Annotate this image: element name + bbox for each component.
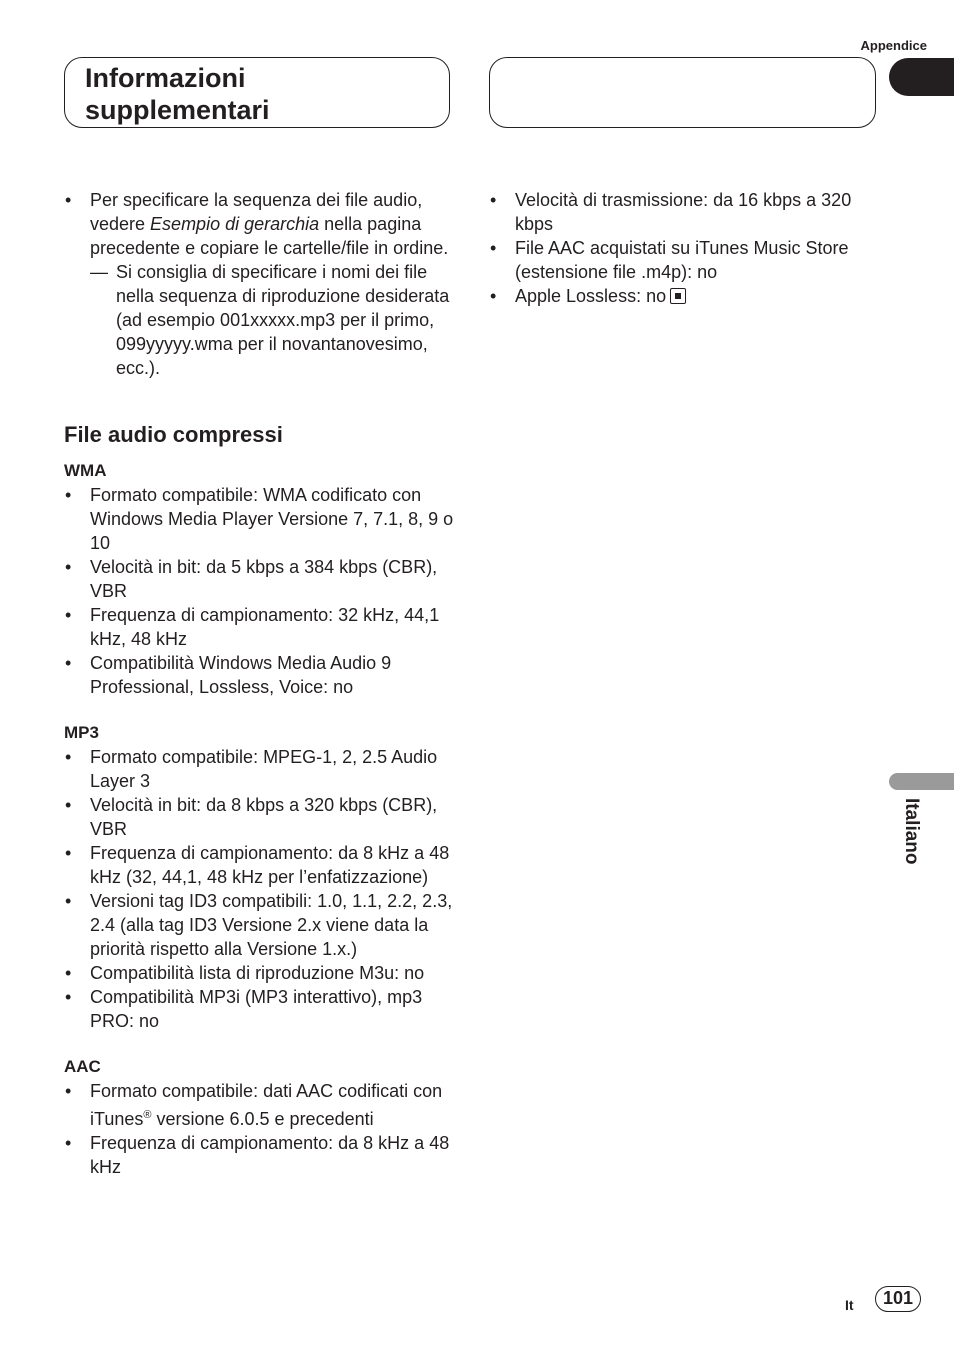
aac-continued-list	[489, 188, 879, 308]
page-title-line1: Informazioni	[85, 63, 246, 93]
wma-heading: WMA	[64, 461, 107, 480]
aac-item-suffix: versione 6.0.5 e precedenti	[151, 1109, 374, 1129]
intro-text-suffix: nella pagina precedente e copiare le cartelle/file in ordine.	[90, 214, 449, 258]
footer-language-code: It	[845, 1297, 854, 1313]
list-item: • File AAC acquistati su iTunes Music Store (estensione file .m4p): no	[489, 236, 879, 284]
intro-reference: Esempio di gerarchia	[150, 214, 320, 234]
list-item: • Frequenza di campionamento: 32 kHz, 44,1 kHz, 48 kHz	[64, 603, 456, 651]
list-item: • Velocità in bit: da 8 kbps a 320 kbps (CBR), VBR	[64, 793, 456, 841]
aac-heading: AAC	[64, 1057, 101, 1076]
left-column	[64, 188, 456, 1179]
apple-lossless-text: Apple Lossless: no	[515, 286, 667, 306]
language-label: Italiano	[901, 798, 922, 865]
list-item	[64, 188, 456, 260]
list-item: • Versioni tag ID3 compatibili: 1.0, 1.1, 2.2, 2.3, 2.4 (alla tag ID3 Versione 2.x viene data la priorità rispetto alla Versione 1.x.)	[64, 889, 456, 961]
list-item: • Compatibilità MP3i (MP3 interattivo), mp3 PRO: no	[64, 985, 456, 1033]
intro-text-prefix: Per specificare la sequenza dei file audio, vedere	[90, 190, 423, 234]
section-heading: File audio compressi	[64, 422, 283, 447]
wma-list	[64, 483, 456, 699]
page-number: 101	[875, 1286, 921, 1312]
list-item: • Frequenza di campionamento: da 8 kHz a 48 kHz (32, 44,1, 48 kHz per l’enfatizzazione)	[64, 841, 456, 889]
aac-list	[64, 1079, 456, 1179]
page-title-line2: supplementari	[85, 95, 270, 125]
language-tab	[889, 773, 954, 790]
right-column	[489, 188, 879, 308]
note-text: Si consiglia di specificare i nomi dei file nella sequenza di riproduzione desiderata (ad esempio 001xxxxx.mp3 per il primo, 099yyyyy.wma per il novantanovesimo, ecc.).	[116, 262, 450, 378]
list-item: • Velocità di trasmissione: da 16 kbps a 320 kbps	[489, 188, 879, 236]
list-item: • Formato compatibile: WMA codificato con Windows Media Player Versione 7, 7.1, 8, 9 o 10	[64, 483, 456, 555]
note-dash: —	[90, 262, 108, 282]
intro-note	[64, 260, 456, 380]
title-box	[64, 57, 450, 128]
mp3-list	[64, 745, 456, 1033]
section-tab	[889, 58, 954, 96]
page-title	[85, 62, 270, 126]
intro-list	[64, 188, 456, 260]
aac-item-prefix: Formato compatibile: dati AAC codificati con iTunes	[90, 1081, 443, 1129]
list-item: • Formato compatibile: MPEG-1, 2, 2.5 Audio Layer 3	[64, 745, 456, 793]
list-item: • Velocità in bit: da 5 kbps a 384 kbps (CBR), VBR	[64, 555, 456, 603]
list-item	[64, 1079, 456, 1131]
list-item: • Compatibilità Windows Media Audio 9 Professional, Lossless, Voice: no	[64, 651, 456, 699]
mp3-heading: MP3	[64, 723, 99, 742]
end-of-section-icon	[670, 288, 686, 304]
list-item: • Compatibilità lista di riproduzione M3u: no	[64, 961, 456, 985]
list-item: • Frequenza di campionamento: da 8 kHz a 48 kHz	[64, 1131, 456, 1179]
list-item	[489, 284, 879, 308]
registered-mark: ®	[143, 1109, 152, 1121]
empty-header-box	[489, 57, 876, 128]
appendix-label: Appendice	[860, 38, 927, 53]
